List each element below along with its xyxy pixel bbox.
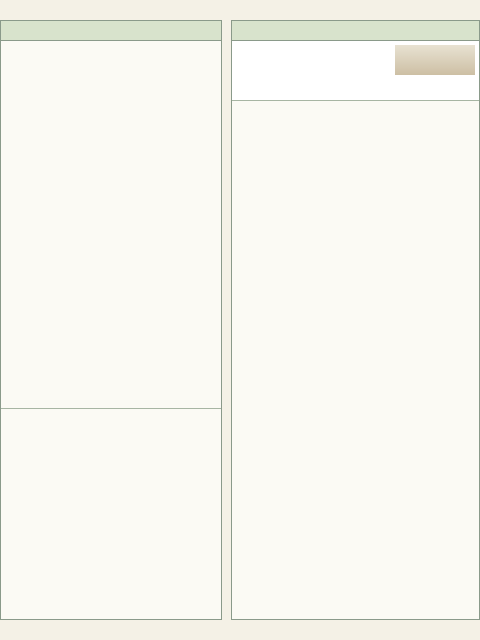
banner-photo	[395, 45, 475, 75]
right-menu-column	[231, 20, 480, 620]
table-header	[1, 21, 221, 41]
dessert-section-title	[1, 364, 221, 409]
left-menu-column	[0, 20, 222, 620]
footer	[0, 622, 480, 640]
recommendation-banner	[232, 41, 479, 101]
table-header	[232, 21, 479, 41]
